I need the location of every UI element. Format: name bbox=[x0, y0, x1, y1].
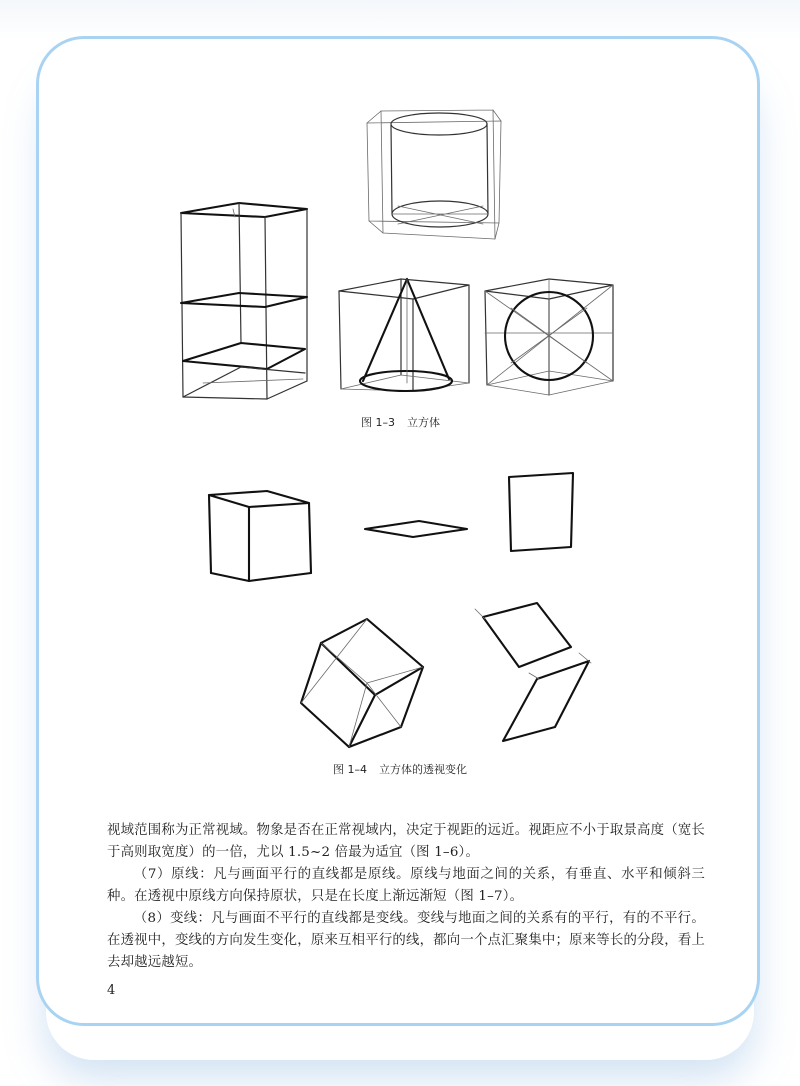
figure-1-3-title: 立方体 bbox=[407, 416, 440, 429]
cube-front-view-sketch bbox=[209, 491, 311, 581]
figure-1-3-number: 图 1–3 bbox=[361, 416, 395, 429]
tilted-planes-sketch bbox=[475, 603, 591, 741]
paragraph-viewing-range: 视域范围称为正常视域。物象是否在正常视域内，决定于视距的远近。视距应不小于取景高度（宽长于高则取宽度）的一倍，尤以 1.5~2 倍最为适宜（图 1–6）。 bbox=[107, 823, 705, 860]
figure-1-4-number: 图 1–4 bbox=[333, 763, 367, 776]
sphere-in-box-sketch bbox=[485, 279, 613, 395]
book-page-card bbox=[36, 36, 760, 1026]
tall-prism-sketch bbox=[181, 203, 307, 399]
rotated-cube-sketch bbox=[301, 619, 423, 747]
square-plane-sketch bbox=[509, 473, 573, 551]
page-number: 4 bbox=[107, 983, 116, 998]
paragraph-changing-lines: （8）变线：凡与画面不平行的直线都是变线。变线与地面之间的关系有的平行，有的不平行。在透视中，变线的方向发生变化，原来互相平行的线，都向一个点汇聚集中；原来等长的分段，看上去却越远越短。 bbox=[107, 911, 705, 970]
page-top-background bbox=[0, 0, 800, 40]
cylinder-in-box-sketch bbox=[367, 110, 501, 239]
figure-1-4-caption bbox=[333, 761, 467, 777]
flat-rhombus-sketch bbox=[365, 521, 467, 537]
paragraph-original-lines: （7）原线：凡与画面平行的直线都是原线。原线与地面之间的关系，有垂直、水平和倾斜三种。在透视中原线方向保持原状，只是在长度上渐远渐短（图 1–7）。 bbox=[107, 867, 705, 904]
figure-1-4-title: 立方体的透视变化 bbox=[379, 763, 467, 776]
figure-1-3-caption bbox=[361, 414, 440, 430]
cone-in-box-sketch bbox=[339, 279, 469, 391]
body-text bbox=[107, 820, 705, 974]
